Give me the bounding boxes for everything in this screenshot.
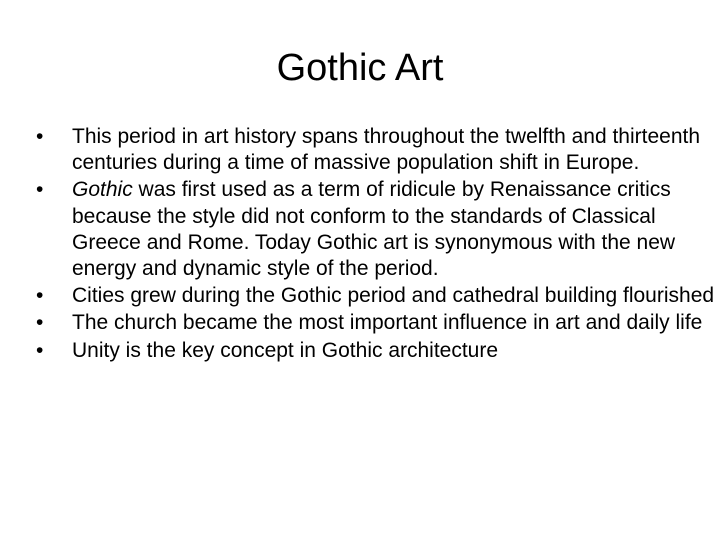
bullet-text: Unity is the key concept in Gothic architecture <box>72 338 499 362</box>
bullet-list <box>36 124 716 365</box>
bullet-text: This period in art history spans throughout the twelfth and thirteenth centuries during a time of massive population shift in Europe. <box>72 125 701 175</box>
bullet-dot-icon: • <box>36 311 44 335</box>
bullet-dot-icon: • <box>36 284 44 308</box>
bullet-item <box>36 310 716 336</box>
slide-title: Gothic Art <box>276 47 444 89</box>
bullet-dot-icon: • <box>36 178 44 202</box>
bullet-dot-icon: • <box>36 125 44 148</box>
bullet-item <box>36 338 716 364</box>
bullet-item <box>36 283 716 309</box>
bullet-item <box>36 177 716 282</box>
bullet-item <box>36 124 716 176</box>
bullet-text-rest: was first used as a term of ridicule by Renaissance critics because the style did not conform to the standards of Classical Greece and Rome. Today Gothic art is synonymous with the new energy and dynamic style of the period. <box>72 178 676 281</box>
bullet-dot-icon: • <box>36 338 44 362</box>
bullet-italic-lead: Gothic <box>72 178 133 202</box>
bullet-text: Cities grew during the Gothic period and cathedral building flourished <box>72 284 715 308</box>
bullet-text: The church became the most important influence in art and daily life <box>72 311 703 335</box>
bullet-text <box>72 178 675 280</box>
